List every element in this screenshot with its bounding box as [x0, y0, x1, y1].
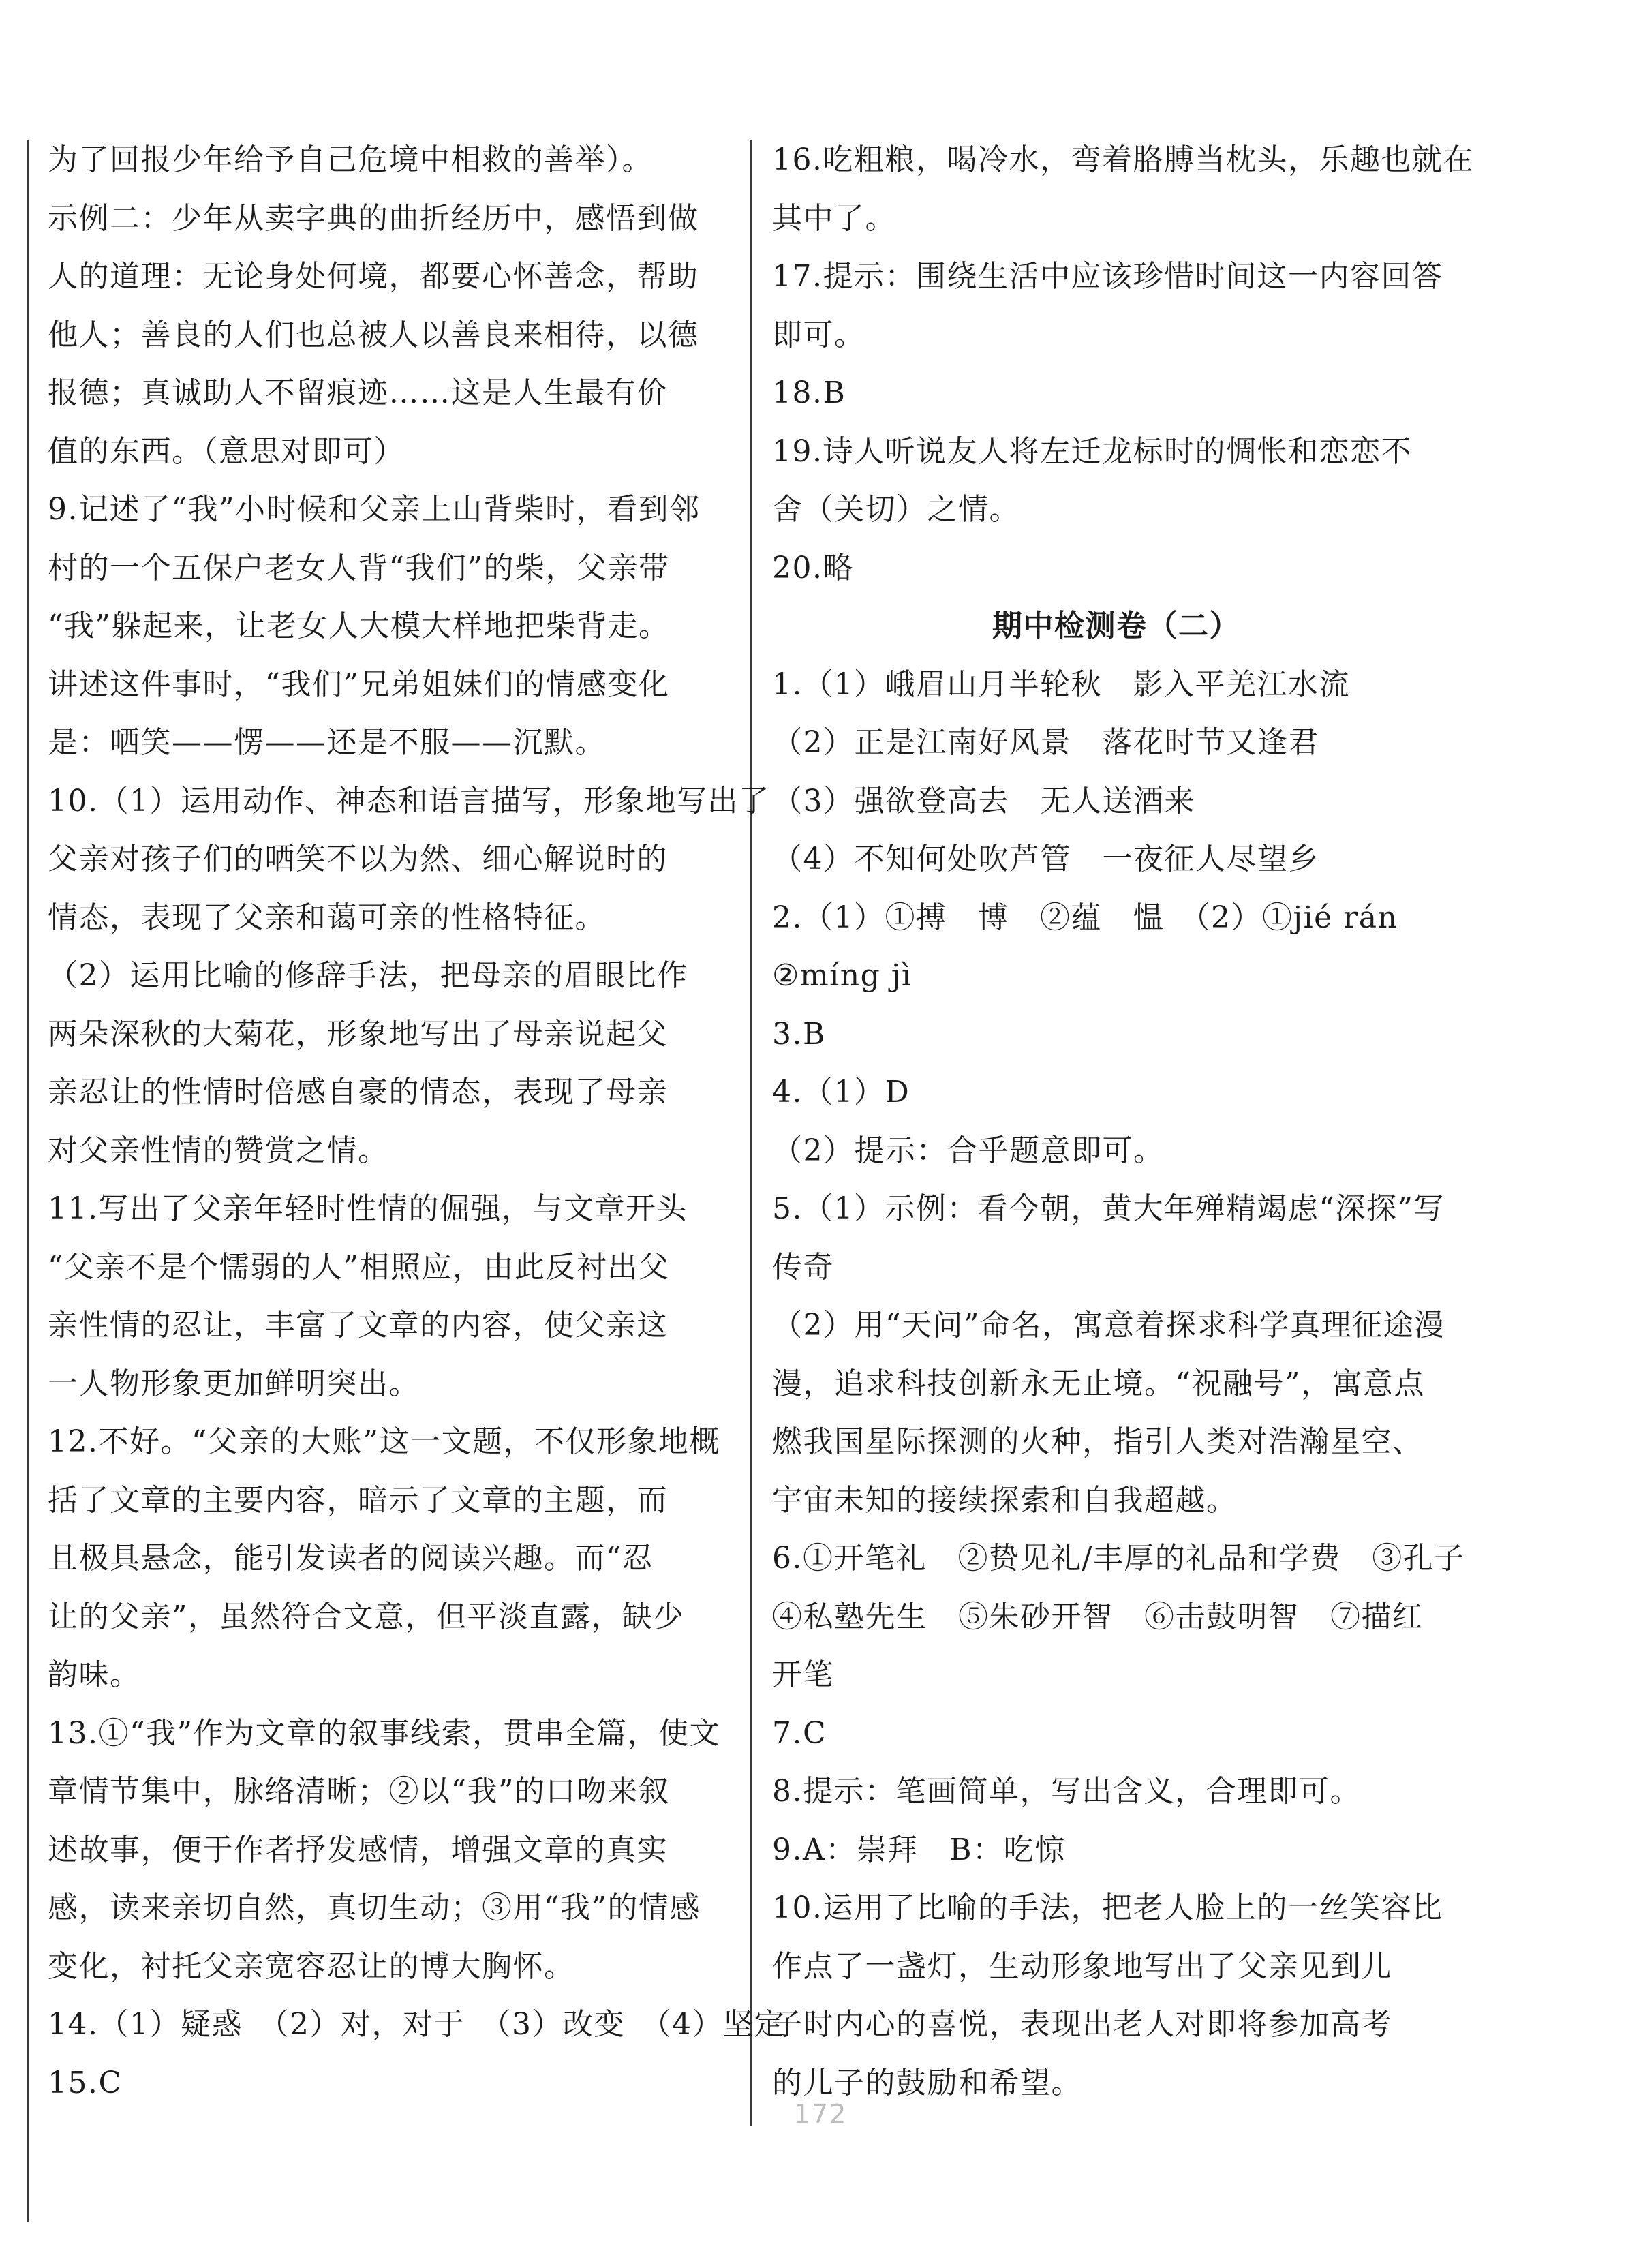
text-line: 7.C — [772, 1715, 827, 1751]
left-margin-rule — [27, 140, 29, 2222]
text-line: 两朵深秋的大菊花，形象地写出了母亲说起父 — [48, 1016, 668, 1052]
text-line: 亲忍让的性情时倍感自豪的情态，表现了母亲 — [48, 1075, 668, 1109]
text-line: ②míng jì — [772, 958, 912, 993]
text-line: 的儿子的鼓励和希望。 — [772, 2065, 1082, 2100]
text-line: 村的一个五保户老女人背“我们”的柴，父亲带 — [48, 550, 670, 585]
text-line: 子时内心的喜悦，表现出老人对即将参加高考 — [772, 2007, 1392, 2042]
text-line: 父亲对孩子们的哂笑不以为然、细心解说时的 — [48, 842, 668, 876]
text-line: 14.（1）疑惑 （2）对，对于 （3）改变 （4）坚定 — [48, 2007, 785, 2042]
text-line: 16.吃粗粮，喝冷水，弯着胳膊当枕头，乐趣也就在 — [772, 142, 1474, 177]
text-line: 作点了一盏灯，生动形象地写出了父亲见到儿 — [772, 1948, 1392, 1984]
text-line: 传奇 — [772, 1249, 834, 1285]
text-line: 韵味。 — [48, 1657, 141, 1692]
text-line: 舍（关切）之情。 — [772, 492, 1020, 527]
text-line: 一人物形象更加鲜明突出。 — [48, 1366, 420, 1401]
text-line: 18.B — [772, 376, 846, 410]
text-line: “父亲不是个懦弱的人”相照应，由此反衬出父 — [48, 1249, 670, 1285]
text-line: 1.（1）峨眉山月半轮秋 影入平羌江水流 — [772, 666, 1350, 702]
text-line: 是：哂笑——愣——还是不服——沉默。 — [48, 725, 606, 760]
text-line: （3）强欲登高去 无人送酒来 — [772, 783, 1195, 818]
text-line: （2）正是江南好风景 落花时节又逢君 — [772, 725, 1319, 760]
text-line: （2）运用比喻的修辞手法，把母亲的眉眼比作 — [48, 958, 688, 993]
text-line: 讲述这件事时，“我们”兄弟姐妹们的情感变化 — [48, 666, 670, 702]
text-line: 人的道理：无论身处何境，都要心怀善念，帮助 — [48, 259, 699, 294]
text-line: ④私塾先生 ⑤朱砂开智 ⑥击鼓明智 ⑦描红 — [772, 1599, 1424, 1634]
text-line: 感，读来亲切自然，真切生动；③用“我”的情感 — [48, 1890, 701, 1925]
page-number: 172 — [793, 2099, 848, 2129]
text-line: 括了文章的主要内容，暗示了文章的主题，而 — [48, 1482, 668, 1518]
text-line: “我”躲起来，让老女人大模大样地把柴背走。 — [48, 609, 670, 643]
text-line: 20.略 — [772, 550, 854, 585]
text-line: 12.不好。“父亲的大账”这一文题，不仅形象地概 — [48, 1424, 720, 1459]
text-line: 章情节集中，脉络清晰；②以“我”的口吻来叙 — [48, 1774, 670, 1809]
text-line: 让的父亲”，虽然符合文意，但平淡直露，缺少 — [48, 1599, 684, 1634]
text-line: 情态，表现了父亲和蔼可亲的性格特征。 — [48, 900, 606, 935]
text-line: 9.记述了“我”小时候和父亲上山背柴时，看到邻 — [48, 492, 701, 527]
text-line: 10.运用了比喻的手法，把老人脸上的一丝笑容比 — [772, 1890, 1443, 1925]
text-line: 11.写出了父亲年轻时性情的倔强，与文章开头 — [48, 1191, 688, 1226]
text-line: 9.A：崇拜 B：吃惊 — [772, 1832, 1066, 1867]
section-heading: 期中检测卷（二） — [992, 609, 1240, 643]
text-line: （2）提示：合乎题意即可。 — [772, 1133, 1165, 1168]
text-line: 示例二：少年从卖字典的曲折经历中，感悟到做 — [48, 200, 699, 236]
text-line: 其中了。 — [772, 200, 896, 236]
text-line: 13.①“我”作为文章的叙事线索，贯串全篇，使文 — [48, 1715, 720, 1751]
text-line: 变化，衬托父亲宽容忍让的博大胸怀。 — [48, 1948, 575, 1984]
column-divider-rule — [750, 140, 752, 2126]
text-line: 10.（1）运用动作、神态和语言描写，形象地写出了 — [48, 783, 770, 818]
text-line: 燃我国星际探测的火种，指引人类对浩瀚星空、 — [772, 1424, 1424, 1459]
text-line: 8.提示：笔画简单，写出含义，合理即可。 — [772, 1774, 1361, 1809]
text-line: 4.（1）D — [772, 1075, 910, 1109]
text-line: 即可。 — [772, 317, 865, 352]
text-line: 5.（1）示例：看今朝，黄大年殚精竭虑“深探”写 — [772, 1191, 1445, 1226]
text-line: 19.诗人听说友人将左迁龙标时的惆怅和恋恋不 — [772, 433, 1412, 469]
text-line: 报德；真诚助人不留痕迹……这是人生最有价 — [48, 376, 668, 410]
text-line: 值的东西。（意思对即可） — [48, 433, 405, 469]
text-line: 3.B — [772, 1016, 826, 1052]
text-line: 开笔 — [772, 1657, 834, 1692]
text-line: （4）不知何处吹芦管 一夜征人尽望乡 — [772, 842, 1319, 876]
text-line: 17.提示：围绕生活中应该珍惜时间这一内容回答 — [772, 259, 1443, 294]
text-line: 2.（1）①搏 博 ②蕴 愠 （2）①jié rán — [772, 900, 1398, 935]
text-line: 亲性情的忍让，丰富了文章的内容，使父亲这 — [48, 1308, 668, 1343]
text-line: 述故事，便于作者抒发感情，增强文章的真实 — [48, 1832, 668, 1867]
text-line: 对父亲性情的赞赏之情。 — [48, 1133, 389, 1168]
text-line: 宇宙未知的接续探索和自我超越。 — [772, 1482, 1238, 1518]
text-line: 15.C — [48, 2065, 123, 2100]
text-line: 且极具悬念，能引发读者的阅读兴趣。而“忍 — [48, 1541, 654, 1576]
text-line: 为了回报少年给予自己危境中相救的善举）。 — [48, 142, 653, 177]
text-line: （2）用“天问”命名，寓意着探求科学真理征途漫 — [772, 1308, 1445, 1343]
text-line: 6.①开笔礼 ②贽见礼/丰厚的礼品和学费 ③孔子 — [772, 1541, 1465, 1576]
text-line: 漫，追求科技创新永无止境。“祝融号”，寓意点 — [772, 1366, 1425, 1401]
text-line: 他人；善良的人们也总被人以善良来相待，以德 — [48, 317, 699, 352]
